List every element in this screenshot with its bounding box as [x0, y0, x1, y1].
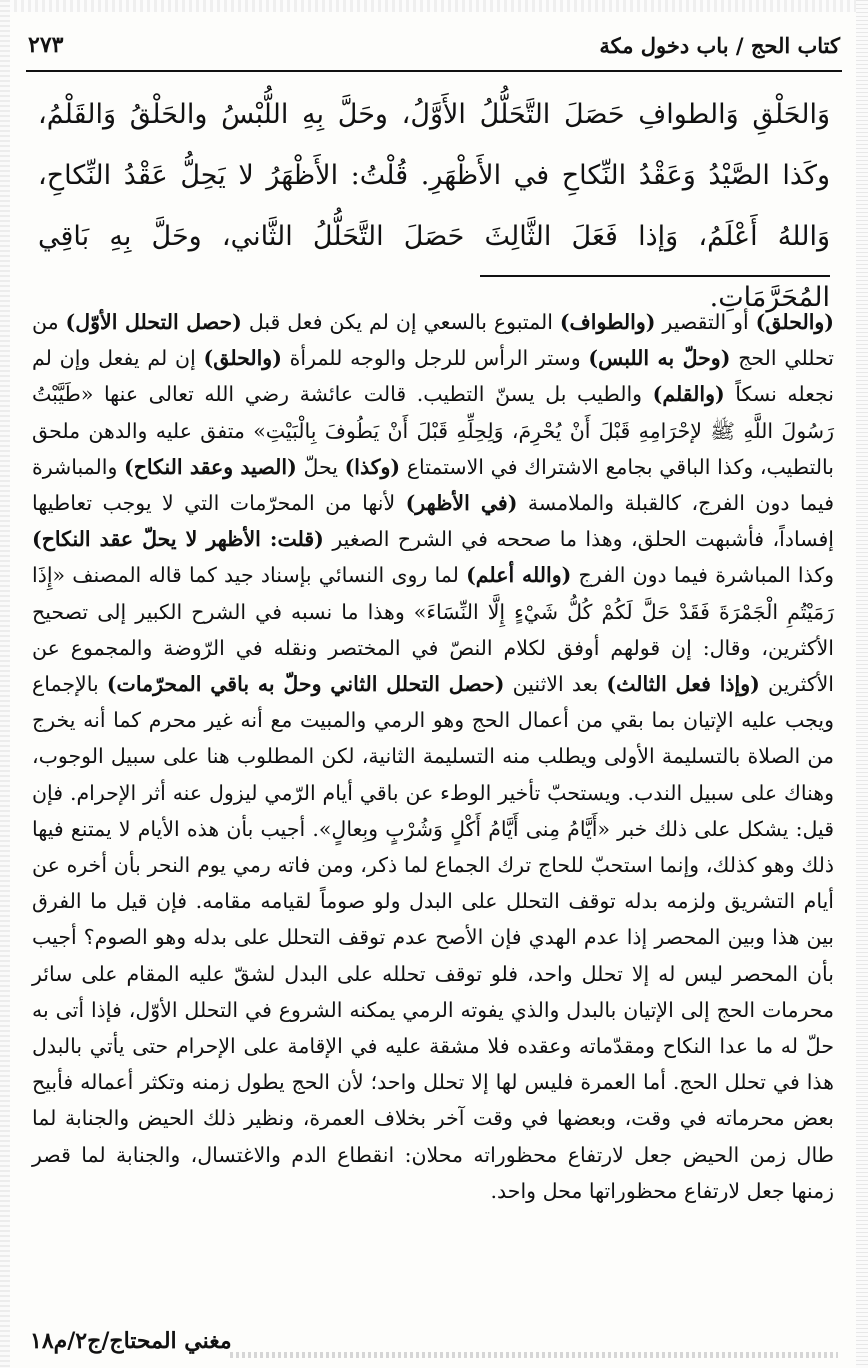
sharh-commentary: أو التقصير — [655, 310, 756, 334]
scan-edge-left — [0, 0, 10, 1368]
sharh-commentary: إن لم يفعل وإن لم نجعله نسكاً — [32, 346, 835, 407]
sharh-matn-quote: (والله أعلم) — [466, 563, 572, 588]
sharh-commentary: يحلّ — [296, 454, 345, 479]
sharh-matn-quote: (في الأظهر) — [405, 491, 518, 516]
sharh-text — [32, 304, 834, 1209]
sharh-commentary: من تحللي الحج — [32, 310, 834, 371]
header-rule — [26, 70, 842, 72]
sharh-matn-quote: (والحلق) — [203, 346, 282, 371]
sharh-matn-quote: (والطواف) — [559, 310, 656, 334]
page-number: ٢٧٣ — [28, 32, 64, 58]
sharh-matn-quote: (حصل التحلل الأوّل) — [65, 310, 242, 334]
sharh-matn-quote: (الصيد وعقد النكاح) — [124, 454, 297, 479]
footer-signature: مغني المحتاج/ج٢/م١٨ — [30, 1328, 232, 1354]
sharh-commentary: لما روى النسائي بإسناد جيد كما قاله المصنف «إِذَا رَمَيْتُمِ الْجَمْرَةَ فَقَدْ حَلَّ لَكُمْ كُلُّ شَيْءٍ إِلَّا النِّسَاءَ» وهذا ما نسبه في الشرح الكبير إلى تصحيح الأكثرين، وقال: إن قولهم أوفق لكلام النصّ في المختصر ونقله في الرّوضة والمجموع عن الأكثرين — [32, 563, 834, 697]
running-title: كتاب الحج / باب دخول مكة — [599, 32, 840, 58]
sharh-commentary: المتبوع بالسعي إن لم يكن فعل قبل — [241, 310, 560, 334]
sharh-matn-quote: (وكذا) — [344, 454, 401, 479]
scan-edge-top — [0, 0, 868, 12]
sharh-matn-quote: (والحلق) — [755, 310, 834, 334]
sharh-commentary: بعد الاثنين — [504, 672, 607, 697]
sharh-matn-quote: (وإذا فعل الثالث) — [606, 672, 760, 697]
sharh-commentary: والمباشرة فيما دون الفرج، كالقبلة والملامسة — [32, 454, 834, 516]
sharh-paragraph — [32, 304, 834, 1209]
footer-rule — [230, 1352, 838, 1358]
sharh-commentary: لأنها من المحرّمات التي لا يوجب تعاطيها إفساداً، فأشبهت الحلق، وهذا ما صححه في الشرح الصغير — [32, 491, 834, 552]
sharh-commentary: بالإجماع ويجب عليه الإتيان بما بقي من أعمال الحج وهو الرمي والمبيت مع أنه غير محرم كما أنه يخرج من الصلاة بالتسليمة الأولى ويطلب منه التسليمة الثانية، لكن المطلوب هنا على سبيل الوجوب، وهناك على سبيل الندب. ويستحبّ تأخير الوطء عن باقي أيام الرّمي ليزول عنه أثر الإحرام. فإن قيل: يشكل على ذلك خبر «أَيَّامُ مِنى أَيَّامُ أَكْلٍ وَشُرْبٍ وبِعالٍ». أجيب بأن هذه الأيام لا يمتنع فيها ذلك وهو كذلك، وإنما استحبّ للحاج ترك الجماع لما ذكر، ومن فاته رمي يوم النحر بأن أخره عن أيام التشريق ولزمه بدله توقف التحلل على البدل ولو صوماً لقيامه مقامه. فإن قيل ما الفرق بين هذا وبين المحصر إذا عدم الهدي فإن الأصح عدم توقف التحلل على بدله وهو الصوم؟ أجيب بأن المحصر ليس له إلا تحلل واحد، فلو توقف تحلله على البدل لشقّ عليه المقام على سائر محرمات الحج إلى الإتيان بالبدل والذي يفوته الرمي يمكنه الشروع في التحلل الأوّل، فإذا أتى به حلّ له ما عدا النكاح ومقدّماته وعقده فلا مشقة عليه في الإقامة على الإحرام حتى يأتي بالبدل هذا في تحلل الحج. أما العمرة فليس لها إلا تحلل واحد؛ لأن الحج يطول زمنه وتكثر أعماله فأبيح بعض محرماته في وقت، وبعضها في وقت آخر بخلاف العمرة، ونظير ذلك الحيض والجنابة لما طال زمن الحيض جعل لارتفاع محظوراته محلان: انقطاع الدم والاغتسال، والجنابة لما قصر زمنها جعل لارتفاع محظوراتها محل واحد. — [32, 672, 834, 1203]
sharh-commentary: وستر الرأس للرجل والوجه للمرأة — [281, 346, 589, 371]
sharh-matn-quote: (قلت: الأظهر لا يحلّ عقد النكاح) — [32, 527, 324, 552]
sharh-matn-quote: (حصل التحلل الثاني وحلّ به باقي المحرّمات) — [106, 672, 505, 697]
matn-sharh-separator — [480, 275, 830, 277]
matn-text: وَالحَلْقِ وَالطوافِ حَصَلَ التَّحَلُّلُ الأَوَّلُ، وحَلَّ بِهِ اللُّبْسُ والحَلْقُ وَالقَلْمُ، وكَذا الصَّيْدُ وَعَقْدُ النِّكاحِ في الأَظْهَرِ. قُلْتُ: الأَظْهَرُ لا يَحِلُّ عَقْدُ النِّكاحِ، وَاللهُ أَعْلَمُ، وَإذا فَعَلَ الثَّالِثَ حَصَلَ التَّحَلُّلُ الثَّاني، وحَلَّ بِهِ بَاقِي المُحَرَّمَاتِ. — [38, 99, 830, 313]
sharh-matn-quote: (وحلّ به اللبس) — [588, 346, 731, 371]
sharh-commentary: وكذا المباشرة فيما دون الفرج — [571, 563, 834, 588]
scan-edge-right — [856, 0, 868, 1368]
page-header — [28, 24, 840, 66]
sharh-commentary: والطيب بل يسنّ التطيب. قالت عائشة رضي الله تعالى عنها «طَيَّبْتُ رَسُولَ اللَّهِ ﷺ لإحْرَامِهِ قَبْلَ أَنْ يُحْرِمَ، وَلِحِلِّهِ قَبْلَ أَنْ يَطُوفَ بِالْبَيْتِ» متفق عليه والدهن ملحق بالتطيب، وكذا الباقي بجامع الاشتراك في الاستمتاع — [32, 382, 834, 479]
sharh-matn-quote: (والقلم) — [652, 382, 725, 407]
